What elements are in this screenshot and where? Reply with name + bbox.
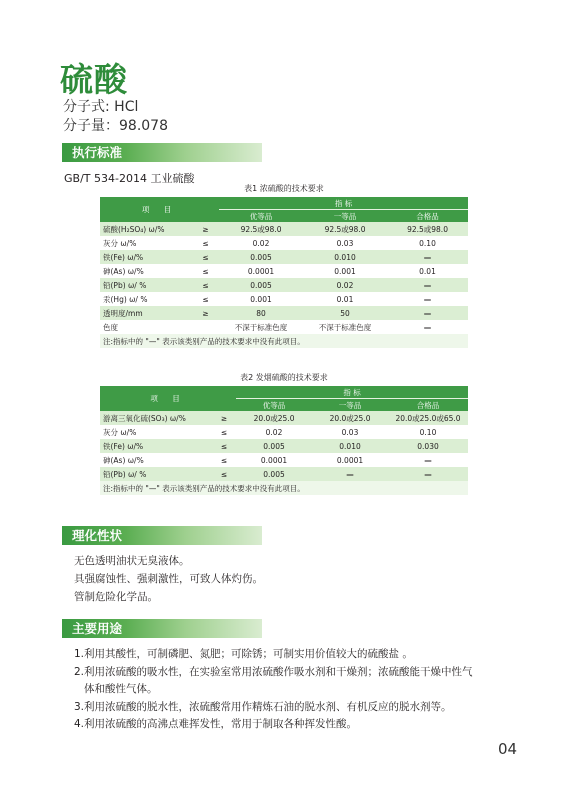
- table-header-row: [100, 197, 468, 210]
- use-line: 体和酸性气体。: [84, 683, 158, 695]
- cell-value: 0.0001: [219, 264, 303, 278]
- properties-list: [74, 552, 263, 606]
- header-grade: 合格品: [387, 210, 468, 223]
- use-line: 1.利用其酸性，可制磷肥、氮肥；可除锈；可制实用价值较大的硫酸盐 。: [74, 648, 413, 660]
- cell-value: —: [387, 306, 468, 320]
- header-index: 指 标: [236, 386, 468, 399]
- section-title: 理化性状: [72, 528, 123, 543]
- cell-item: 汞(Hg) ω/ %: [100, 292, 192, 306]
- cell-item: 游离三氧化硫(SO₃) ω/%: [100, 411, 212, 425]
- cell-item: 铅(Pb) ω/ %: [100, 467, 212, 481]
- cell-sign: ≥: [212, 411, 236, 425]
- cell-value: 20.0或25.0或65.0: [388, 411, 468, 425]
- cell-sign: ≤: [212, 439, 236, 453]
- cell-value: —: [387, 278, 468, 292]
- section-title: 主要用途: [72, 621, 123, 636]
- cell-sign: ≤: [192, 292, 219, 306]
- cell-value: 0.005: [236, 439, 312, 453]
- property-line: 管制危险化学品。: [74, 591, 158, 603]
- cell-sign: [192, 320, 219, 334]
- page-number: 04: [498, 740, 518, 758]
- table-row: [100, 250, 468, 264]
- list-item: [74, 664, 514, 699]
- cell-value: 不深于标准色度: [303, 320, 387, 334]
- use-line: 3.利用浓硫酸的脱水性，浓硫酸常用作精炼石油的脱水剂、有机反应的脱水剂等。: [74, 700, 452, 713]
- table1-caption: 表1 浓硫酸的技术要求: [244, 184, 324, 193]
- header-grade: 优等品: [219, 210, 303, 223]
- cell-sign: ≤: [212, 453, 236, 467]
- cell-item: 硫酸(H₂SO₄) ω/%: [100, 222, 192, 236]
- cell-value: 0.10: [388, 425, 468, 439]
- cell-value: 50: [303, 306, 387, 320]
- spec-table-1: [100, 197, 468, 348]
- cell-sign: ≤: [212, 425, 236, 439]
- cell-sign: ≥: [192, 306, 219, 320]
- cell-value: 0.0001: [236, 453, 312, 467]
- header-item: 项 目: [100, 197, 219, 222]
- cell-value: 0.03: [312, 425, 388, 439]
- table2-caption: 表2 发烟硫酸的技术要求: [240, 373, 328, 382]
- cell-value: 0.01: [387, 264, 468, 278]
- table-note-row: [100, 481, 468, 495]
- cell-value: —: [387, 320, 468, 334]
- header-item: 项 目: [100, 386, 236, 411]
- table-row: [100, 236, 468, 250]
- header-grade: 合格品: [388, 399, 468, 412]
- cell-value: 0.0001: [312, 453, 388, 467]
- table-row: [100, 292, 468, 306]
- cell-value: 0.02: [219, 236, 303, 250]
- cell-value: 0.005: [219, 278, 303, 292]
- cell-value: —: [387, 250, 468, 264]
- header-grade: 一等品: [303, 210, 387, 223]
- table-note: 注:指标中的 "—" 表示该类别产品的技术要求中没有此项目。: [100, 334, 468, 348]
- cell-item: 砷(As) ω/%: [100, 453, 212, 467]
- cell-sign: ≤: [192, 264, 219, 278]
- cell-sign: ≥: [192, 222, 219, 236]
- list-item: [74, 716, 514, 734]
- molecular-weight: 分子量：98.078: [63, 118, 168, 134]
- cell-value: 0.10: [387, 236, 468, 250]
- section-header-uses: [62, 619, 262, 638]
- list-item: [74, 646, 514, 664]
- cell-value: 20.0或25.0: [312, 411, 388, 425]
- property-line: 无色透明油状无臭液体。: [74, 555, 190, 567]
- cell-value: 0.010: [312, 439, 388, 453]
- cell-value: —: [388, 467, 468, 481]
- uses-list: [74, 646, 514, 734]
- cell-item: 铁(Fe) ω/%: [100, 250, 192, 264]
- table-row: [100, 278, 468, 292]
- table-row: [100, 453, 468, 467]
- list-item: [74, 699, 514, 717]
- cell-sign: ≤: [192, 278, 219, 292]
- header-grade: 一等品: [312, 399, 388, 412]
- section-header-properties: [62, 526, 262, 545]
- cell-sign: ≤: [192, 236, 219, 250]
- cell-value: 0.005: [236, 467, 312, 481]
- section-header-standard: [62, 143, 262, 162]
- spec-table-2: [100, 386, 468, 495]
- use-line: 4.利用浓硫酸的高沸点难挥发性，常用于制取各种挥发性酸。: [74, 718, 358, 730]
- use-line: 2.利用浓硫酸的吸水性，在实验室常用浓硫酸作吸水剂和干燥剂；浓硫酸能干燥中性气: [74, 665, 473, 678]
- table-header-row: [100, 386, 468, 399]
- section-title: 执行标准: [72, 145, 123, 160]
- cell-item: 透明度/mm: [100, 306, 192, 320]
- table-row: [100, 425, 468, 439]
- cell-value: —: [387, 292, 468, 306]
- cell-value: 0.030: [388, 439, 468, 453]
- cell-value: 0.01: [303, 292, 387, 306]
- table-row: [100, 306, 468, 320]
- table-row: [100, 439, 468, 453]
- cell-value: 0.005: [219, 250, 303, 264]
- table-row: [100, 411, 468, 425]
- cell-sign: ≤: [212, 467, 236, 481]
- cell-item: 砷(As) ω/%: [100, 264, 192, 278]
- formula-block: [63, 98, 168, 136]
- header-index: 指 标: [219, 197, 468, 210]
- property-line: 具强腐蚀性、强刺激性，可致人体灼伤。: [74, 573, 263, 585]
- table-row: [100, 222, 468, 236]
- table-note: 注:指标中的 "—" 表示该类别产品的技术要求中没有此项目。: [100, 481, 468, 495]
- cell-value: —: [388, 453, 468, 467]
- cell-item: 灰分 ω/%: [100, 425, 212, 439]
- standard-code: GB/T 534-2014 工业硫酸: [64, 172, 195, 185]
- header-grade: 优等品: [236, 399, 312, 412]
- cell-value: 0.02: [303, 278, 387, 292]
- cell-value: —: [312, 467, 388, 481]
- cell-item: 铁(Fe) ω/%: [100, 439, 212, 453]
- cell-value: 不深于标准色度: [219, 320, 303, 334]
- cell-value: 80: [219, 306, 303, 320]
- cell-value: 92.5或98.0: [387, 222, 468, 236]
- table-row: [100, 320, 468, 334]
- page-title: 硫酸: [60, 60, 128, 99]
- cell-item: 色度: [100, 320, 192, 334]
- cell-value: 20.0或25.0: [236, 411, 312, 425]
- cell-value: 0.001: [303, 264, 387, 278]
- table-row: [100, 467, 468, 481]
- cell-value: 0.001: [219, 292, 303, 306]
- cell-value: 0.02: [236, 425, 312, 439]
- cell-value: 92.5或98.0: [303, 222, 387, 236]
- table-note-row: [100, 334, 468, 348]
- cell-value: 0.03: [303, 236, 387, 250]
- cell-value: 0.010: [303, 250, 387, 264]
- cell-item: 铅(Pb) ω/ %: [100, 278, 192, 292]
- cell-item: 灰分 ω/%: [100, 236, 192, 250]
- molecular-formula: 分子式: HCl: [63, 99, 139, 115]
- cell-sign: ≤: [192, 250, 219, 264]
- cell-value: 92.5或98.0: [219, 222, 303, 236]
- table-row: [100, 264, 468, 278]
